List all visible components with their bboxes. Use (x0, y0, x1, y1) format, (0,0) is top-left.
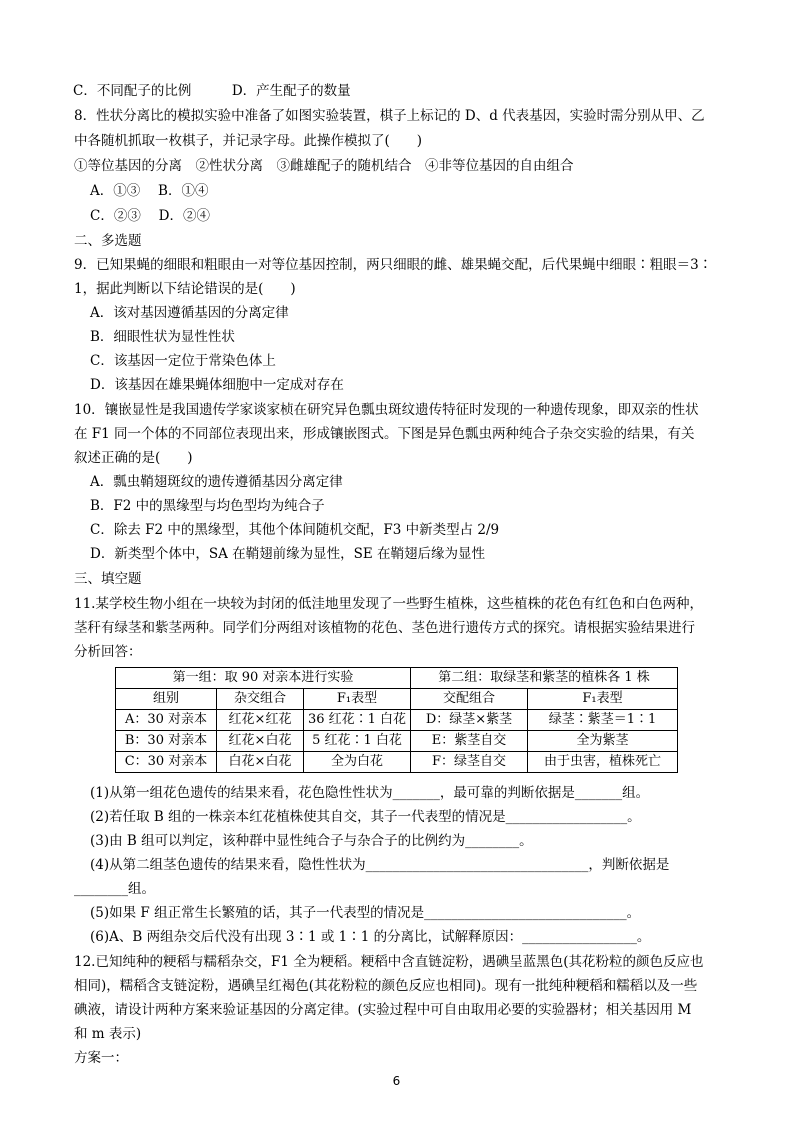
question-10-line-2: 在 F1 同一个体的不同部位表现出来，形成镶嵌图式。下图是异色瓢虫两种纯合子杂交实验的结果，有关 (74, 426, 695, 442)
question-11-sub-2: (2)若任取 B 组的一株亲本红花植株使其自交，其子一代表型的情况是__________________。 (90, 809, 641, 825)
question-12-line-2: 相同)，糯稻含支链淀粉，遇碘呈红褐色(其花粉粒的颜色反应也相同)。现有一批纯种粳稻和糯稻以及一些 (74, 978, 698, 994)
question-8-options-ab: A．①③ B．①④ (90, 183, 209, 199)
question-8-choices: ①等位基因的分离 ②性状分离 ③雌雄配子的随机结合 ④非等位基因的自由组合 (74, 158, 574, 174)
question-9-line-2: 1，据此判断以下结论错误的是( ) (74, 281, 296, 297)
group2-title: 第二组：取绿茎和紫茎的植株各 1 株 (411, 668, 678, 689)
header-cell: 杂交组合 (217, 689, 304, 710)
question-12-line-3: 碘液，请设计两种方案来验证基因的分离定律。(实验过程中可自由取用必要的实验器材；相关基因用 M (74, 1002, 692, 1018)
plan-one-label: 方案一： (74, 1050, 128, 1066)
question-12-line-4: 和 m 表示) (74, 1026, 142, 1042)
question-10-line-3: 叙述正确的是( ) (74, 450, 193, 466)
question-10-option-d: D．新类型个体中，SA 在鞘翅前缘为显性，SE 在鞘翅后缘为显性 (90, 546, 486, 562)
question-8-options-cd: C．②③ D．②④ (90, 208, 210, 224)
table-cell: E：紫茎自交 (411, 731, 528, 752)
question-11-line-1: 11.某学校生物小组在一块较为封闭的低洼地里发现了一些野生植株，这些植株的花色有红色和白色两种， (74, 596, 703, 612)
table-row (116, 710, 678, 731)
question-10-line-1: 10．镶嵌显性是我国遗传学家谈家桢在研究异色瓢虫斑纹遗传特征时发现的一种遗传现象，即双亲的性状 (74, 402, 699, 418)
question-11-line-3: 分析回答： (74, 644, 142, 660)
table-header-row (116, 689, 678, 710)
table-cell: 绿茎∶紫茎＝1∶1 (528, 710, 678, 731)
experiment-table (115, 667, 678, 773)
question-11-sub-6: (6)A、B 两组杂交后代没有出现 3∶1 或 1∶1 的分离比，试解释原因：_________________。 (90, 929, 651, 945)
question-11-sub-4: (4)从第二组茎色遗传的结果来看，隐性性状为_________________________________，判断依据是 (90, 857, 670, 873)
question-10-option-b: B．F2 中的黑缘型与均色型均为纯合子 (90, 498, 325, 514)
question-8-line-1: 8．性状分离比的模拟实验中准备了如图实验装置，棋子上标记的 D、d 代表基因，实验时需分别从甲、乙 (74, 108, 705, 124)
question-9-option-a: A．该对基因遵循基因的分离定律 (90, 305, 289, 321)
header-cell: F₁表型 (528, 689, 678, 710)
question-9-option-c: C．该基因一定位于常染色体上 (90, 353, 276, 369)
group1-title: 第一组：取 90 对亲本进行实验 (116, 668, 411, 689)
table-cell: 由于虫害，植株死亡 (528, 752, 678, 773)
table-cell: 全为白花 (304, 752, 411, 773)
header-cell: 交配组合 (411, 689, 528, 710)
table-row (116, 731, 678, 752)
question-11-sub-4-cont: ________组。 (74, 881, 155, 897)
table-cell: 5 红花∶1 白花 (304, 731, 411, 752)
table-cell: 白花×白花 (217, 752, 304, 773)
option-cd-line: C．不同配子的比例 D．产生配子的数量 (73, 83, 351, 99)
section-heading-fill-in: 三、填空题 (74, 571, 142, 587)
table-cell: 红花×白花 (217, 731, 304, 752)
table-cell: 36 红花∶1 白花 (304, 710, 411, 731)
table-group-header-row (116, 668, 678, 689)
question-9-option-b: B．细眼性状为显性性状 (90, 329, 235, 345)
section-heading-multi-choice: 二、多选题 (74, 233, 142, 249)
question-10-option-a: A．瓢虫鞘翅斑纹的遗传遵循基因分离定律 (90, 474, 343, 490)
question-10-option-c: C．除去 F2 中的黑缘型，其他个体间随机交配，F3 中新类型占 2/9 (90, 522, 500, 538)
question-11-sub-1: (1)从第一组花色遗传的结果来看，花色隐性性状为_______，最可靠的判断依据是_______组。 (90, 785, 650, 801)
table-cell: 全为紫茎 (528, 731, 678, 752)
table-cell: B：30 对亲本 (116, 731, 217, 752)
question-12-line-1: 12.已知纯种的粳稻与糯稻杂交，F1 全为粳稻。粳稻中含直链淀粉，遇碘呈蓝黑色(其花粉粒的颜色反应也 (74, 954, 704, 970)
table-cell: 红花×红花 (217, 710, 304, 731)
table-row (116, 752, 678, 773)
question-8-line-2: 中各随机抓取一枚棋子，并记录字母。此操作模拟了( ) (74, 133, 423, 149)
question-9-option-d: D．该基因在雄果蝇体细胞中一定成对存在 (90, 377, 344, 393)
page-number: 6 (392, 1074, 401, 1088)
table-cell: F：绿茎自交 (411, 752, 528, 773)
table-cell: D：绿茎×紫茎 (411, 710, 528, 731)
table-cell: A：30 对亲本 (116, 710, 217, 731)
question-11-line-2: 茎秆有绿茎和紫茎两种。同学们分两组对该植物的花色、茎色进行遗传方式的探究。请根据实验结果进行 (74, 620, 695, 636)
question-9-line-1: 9．已知果蝇的细眼和粗眼由一对等位基因控制，两只细眼的雌、雄果蝇交配，后代果蝇中细眼∶粗眼＝3∶ (74, 257, 713, 273)
header-cell: F₁表型 (304, 689, 411, 710)
question-11-sub-3: (3)由 B 组可以判定，该种群中显性纯合子与杂合子的比例约为________。 (90, 833, 533, 849)
table-cell: C：30 对亲本 (116, 752, 217, 773)
question-11-sub-5: (5)如果 F 组正常生长繁殖的话，其子一代表型的情况是______________________________。 (90, 905, 641, 921)
header-cell: 组别 (116, 689, 217, 710)
